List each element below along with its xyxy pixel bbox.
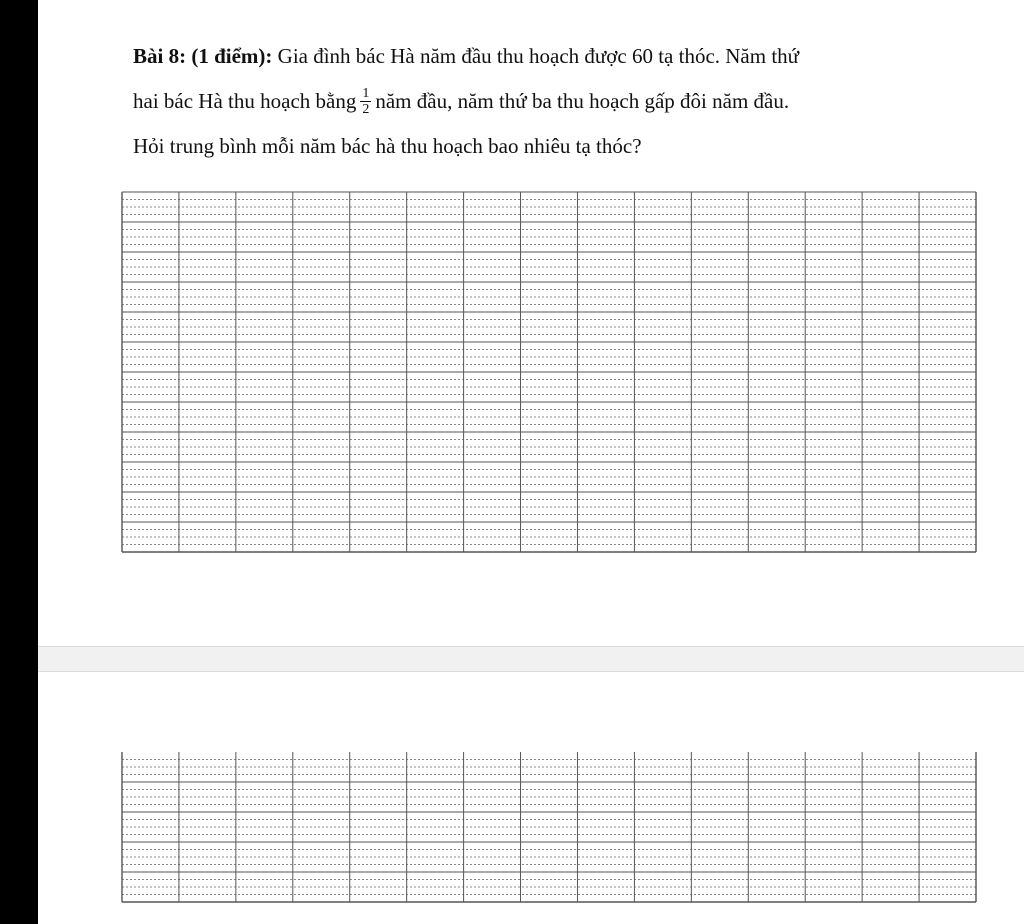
problem-line-1 [133, 42, 983, 87]
problem-line-1-text: Gia đình bác Hà năm đầu thu hoạch được 60 tạ thóc. Năm thứ [272, 44, 800, 68]
fraction-denominator: 2 [362, 101, 370, 117]
fraction-one-half [360, 86, 371, 117]
page-break [38, 646, 1024, 672]
problem-line-2-before: hai bác Hà thu hoạch bằng [133, 89, 357, 113]
fraction-numerator: 1 [362, 85, 370, 101]
answer-grid-upper[interactable] [120, 188, 978, 556]
problem-line-2 [133, 87, 983, 132]
answer-grid-lower[interactable] [120, 748, 978, 912]
problem-heading: Bài 8: (1 điểm): [133, 44, 273, 68]
problem-statement [133, 42, 983, 177]
problem-line-3: Hỏi trung bình mỗi năm bác hà thu hoạch bao nhiêu tạ thóc? [133, 134, 642, 158]
problem-line-2-after: năm đầu, năm thứ ba thu hoạch gấp đôi năm đầu. [375, 89, 790, 113]
